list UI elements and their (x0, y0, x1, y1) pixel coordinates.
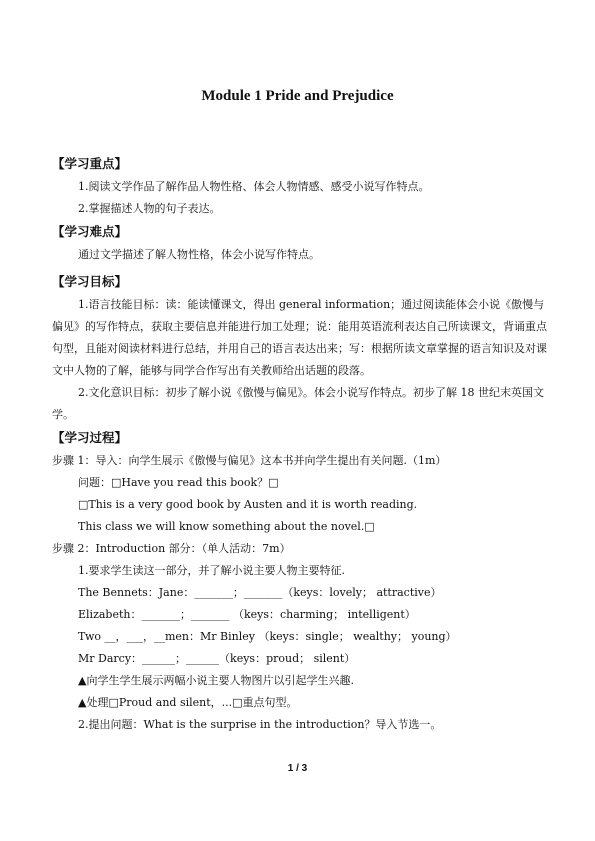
goals-item-1: 1.语言技能目标：读：能读懂课文，得出 general information；通过阅读能体会小说《傲慢与偏见》的写作特点，获取主要信息并能进行加工处理；说：能用英语流利表达自己所读课文，背诵重点句型，且能对阅读材料进行总结，并用自己的语言表达出来；写：根据所读文章掌握的语言知识及对课文中人物的了解，能够与同学合作写出有关教师给出话题的段落。 (52, 298, 547, 377)
process-step-1: 步骤 1：导入：向学生展示《傲慢与偏见》这本书并向学生提出有关问题.（1m） (52, 454, 447, 467)
difficulty-item-1: 通过文学描述了解人物性格，体会小说写作特点。 (78, 248, 320, 261)
step2-line-8: 2.提出问题：What is the surprise in the introduction？导入节选一。 (78, 718, 442, 731)
section-heading-process: 【学习过程】 (52, 430, 128, 445)
step2-line-2: The Bennets：Jane：_______；_______（keys：lovely； attractive） (78, 586, 442, 599)
section-heading-focus: 【学习重点】 (52, 156, 128, 171)
focus-item-2: 2.掌握描述人物的句子表达。 (78, 202, 221, 215)
step2-line-3: Elizabeth：_______；_______ （keys：charming； intelligent） (78, 608, 416, 621)
document-body (52, 152, 552, 736)
section-heading-difficulty: 【学习难点】 (52, 224, 128, 239)
step2-line-1: 1.要求学生读这一部分，并了解小说主要人物主要特征. (78, 564, 345, 577)
focus-item-1: 1.阅读文学作品了解作品人物性格、体会人物情感、感受小说写作特点。 (78, 180, 430, 193)
step2-line-5: Mr Darcy：______；______（keys：proud； silent） (78, 652, 356, 665)
step1-line-2: □This is a very good book by Austen and it is worth reading. (78, 498, 418, 511)
step1-line-1: 问题：□Have you read this book？□ (78, 476, 279, 489)
page-number: 1 / 3 (287, 763, 308, 774)
goals-item-2: 2.文化意识目标：初步了解小说《傲慢与偏见》。体会小说写作特点。初步了解 18 世纪末英国文学。 (52, 386, 544, 421)
step1-line-3: This class we will know something about the novel.□ (78, 520, 375, 533)
process-step-2: 步骤 2：Introduction 部分：（单人活动：7m） (52, 542, 291, 555)
step2-line-7: ▲处理□Proud and silent，...□重点句型。 (78, 696, 298, 709)
document-title: Module 1 Pride and Prejudice (201, 88, 394, 104)
step2-line-6: ▲向学生学生展示两幅小说主要人物图片以引起学生兴趣. (78, 674, 354, 687)
step2-line-4: Two __，___，__men：Mr Binley （keys：single； wealthy； young） (78, 630, 457, 643)
section-heading-goals: 【学习目标】 (52, 274, 128, 289)
